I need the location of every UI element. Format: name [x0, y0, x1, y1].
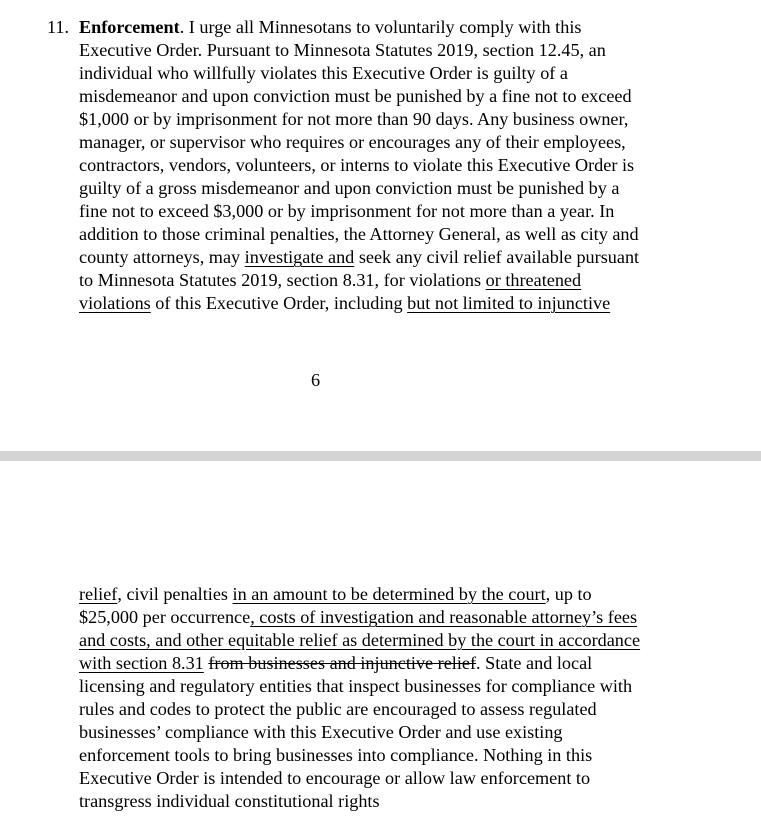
text-run: to Minnesota Statutes 2019, section 8.31, for violations — [79, 270, 486, 290]
text-run: seek any civil relief available pursuant — [354, 247, 640, 267]
page-number: 6 — [311, 370, 321, 390]
text-line: addition to those criminal penalties, the Attorney General, as well as city and — [79, 224, 639, 244]
text-line: contractors, vendors, volunteers, or interns to violate this Executive Order is — [79, 155, 635, 175]
inserted-text: with section 8.31 — [79, 653, 204, 673]
text-line — [79, 629, 640, 652]
text-line — [79, 246, 639, 269]
text-line: Executive Order. Pursuant to Minnesota Statutes 2019, section 12.45, an — [79, 40, 606, 60]
text-line — [79, 16, 581, 39]
inserted-text: violations — [79, 293, 151, 313]
text-line: Executive Order is intended to encourage or allow law enforcement to — [79, 768, 591, 788]
inserted-text: relief — [79, 584, 118, 604]
text-line — [79, 652, 592, 675]
text-line: guilty of a gross misdemeanor and upon conviction must be punished by a — [79, 178, 620, 198]
text-run: I urge all Minnesotans to voluntarily comply with this — [184, 17, 582, 37]
inserted-text: investigate and — [244, 247, 355, 267]
text-line — [79, 269, 581, 292]
text-line — [79, 583, 592, 606]
heading-period: . — [179, 17, 185, 37]
text-run: $25,000 per occurrence — [79, 607, 251, 627]
text-line: businesses’ compliance with this Executive Order and use existing — [79, 722, 563, 742]
text-line: individual who willfully violates this Executive Order is guilty of a — [79, 63, 568, 83]
text-line — [79, 606, 637, 629]
text-line — [79, 292, 610, 315]
text-run: county attorneys, may — [79, 247, 245, 267]
text-run: . State and local — [476, 653, 593, 673]
text-run: , up to — [545, 584, 592, 604]
text-line: $1,000 or by imprisonment for not more than 90 days. Any business owner, — [79, 109, 629, 129]
inserted-text: , costs of investigation and reasonable attorney’s fees — [250, 607, 638, 627]
inserted-text: in an amount to be determined by the court — [232, 584, 546, 604]
section-heading: Enforcement — [79, 17, 180, 37]
page-separator — [0, 451, 761, 461]
text-line: misdemeanor and upon conviction must be punished by a fine not to exceed — [79, 86, 632, 106]
item-number: 11. — [47, 17, 70, 37]
text-line: fine not to exceed $3,000 or by imprisonment for not more than a year. In — [79, 201, 615, 221]
page-7 — [0, 461, 761, 821]
text-line: licensing and regulatory entities that inspect businesses for compliance with — [79, 676, 633, 696]
text-run: , civil penalties — [117, 584, 233, 604]
deleted-text: from businesses and injunctive relief — [208, 653, 477, 673]
text-line: enforcement tools to bring businesses into compliance. Nothing in this — [79, 745, 593, 765]
text-line: manager, or supervisor who requires or encourages any of their employees, — [79, 132, 626, 152]
inserted-text: but not limited to injunctive — [407, 293, 611, 313]
inserted-text: or threatened — [485, 270, 582, 290]
text-line: rules and codes to protect the public are encouraged to assess regulated — [79, 699, 597, 719]
text-line: transgress individual constitutional rights — [79, 791, 380, 811]
inserted-text: and costs, and other equitable relief as determined by the court in accordance — [79, 630, 641, 650]
text-run: of this Executive Order, including — [150, 293, 408, 313]
